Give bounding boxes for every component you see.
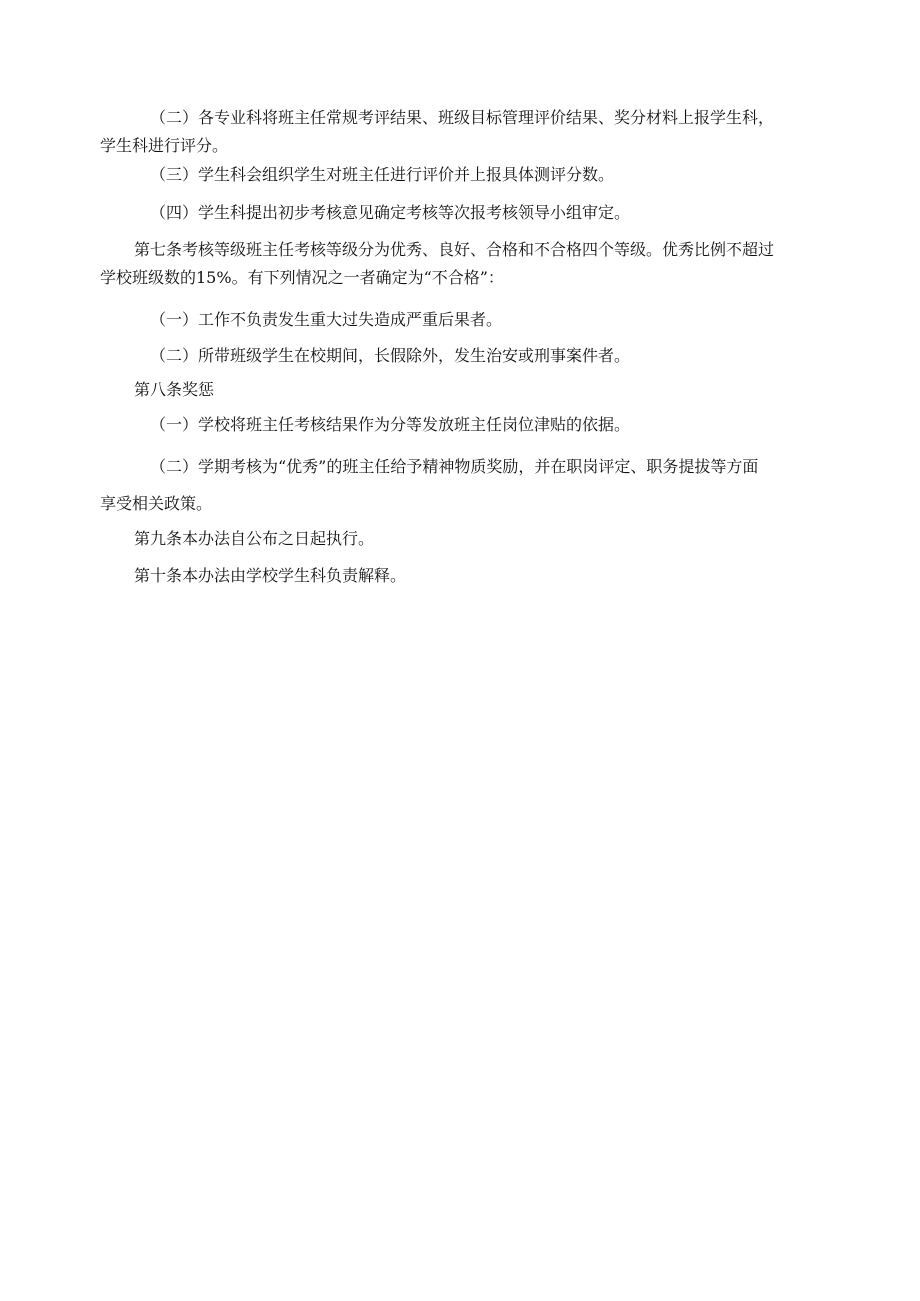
text-line: 第九条本办法自公布之日起执行。	[134, 529, 375, 548]
text-line: （三）学生科会组织学生对班主任进行评价并上报具体测评分数。	[150, 165, 615, 184]
text-line: （一）工作不负责发生重大过失造成严重后果者。	[150, 310, 503, 329]
text-line: 学校班级数的15%。有下列情况之一者确定为“不合格”：	[100, 268, 504, 287]
paragraph-2-excellent-rewards	[100, 453, 820, 518]
paragraph-1-negligence	[100, 306, 820, 334]
text-line: （二）学期考核为“优秀”的班主任给予精神物质奖励，并在职岗评定、职务提拔等方面	[150, 457, 759, 476]
text-line: （二）各专业科将班主任常规考评结果、班级目标管理评价结果、奖分材料上报学生科，	[150, 108, 775, 127]
text-line: 享受相关政策。	[100, 494, 213, 513]
paragraph-2-submit-results	[100, 104, 820, 160]
text-line: 第七条考核等级班主任考核等级分为优秀、良好、合格和不合格四个等级。优秀比例不超过	[134, 240, 775, 259]
paragraph-1-allowance-basis	[100, 411, 820, 439]
article-7-grading	[100, 236, 820, 292]
text-line: （四）学生科提出初步考核意见确定考核等次报考核领导小组审定。	[150, 203, 631, 222]
article-10-interpretation	[100, 562, 820, 590]
text-line: 第十条本办法由学校学生科负责解释。	[134, 566, 407, 585]
article-8-rewards-penalties	[100, 376, 820, 404]
text-line: 第八条奖惩	[134, 380, 215, 399]
article-9-effective-date	[100, 525, 820, 553]
paragraph-3-student-evaluation	[100, 161, 820, 189]
paragraph-4-preliminary-opinion	[100, 199, 820, 227]
paragraph-2-security-cases	[100, 342, 820, 370]
text-line: （二）所带班级学生在校期间，长假除外，发生治安或刑事案件者。	[150, 346, 631, 365]
text-line: 学生科进行评分。	[100, 136, 229, 155]
text-line: （一）学校将班主任考核结果作为分等发放班主任岗位津贴的依据。	[150, 415, 631, 434]
